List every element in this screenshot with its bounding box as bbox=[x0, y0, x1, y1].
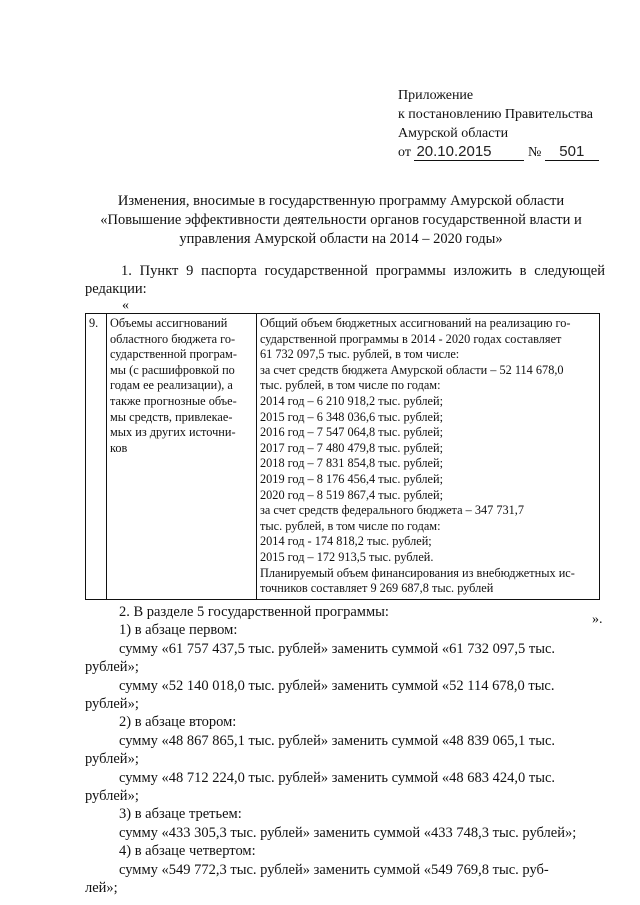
value-line: за счет средств федерального бюджета – 347 731,7 bbox=[260, 503, 525, 518]
title-line-3: управления Амурской области на 2014 – 2020 годы» bbox=[179, 231, 503, 247]
value-line: Планируемый объем финансирования из внебюджетных ис- bbox=[260, 565, 575, 580]
subsection-2: 2) в абзаце втором: bbox=[119, 714, 237, 731]
value-line: 2017 год – 7 480 479,8 тыс. рублей; bbox=[260, 440, 443, 455]
value-line: 2015 год – 172 913,5 тыс. рублей. bbox=[260, 549, 434, 564]
replace-2-line-1: сумму «52 140 018,0 тыс. рублей» заменить суммой «52 114 678,0 тыс. bbox=[119, 677, 555, 694]
value-line: 61 732 097,5 тыс. рублей, в том числе: bbox=[260, 347, 460, 362]
replace-2-line-2: рублей»; bbox=[85, 696, 139, 713]
value-line: за счет средств бюджета Амурской области – 52 114 678,0 bbox=[260, 362, 564, 377]
appendix-line-1: Приложение bbox=[398, 88, 474, 103]
replace-4-line-1: сумму «48 712 224,0 тыс. рублей» заменить суммой «48 683 424,0 тыс. bbox=[119, 769, 556, 786]
replace-1-line-2: рублей»; bbox=[85, 659, 139, 676]
label-line: мы (с расшифровкой по bbox=[110, 362, 235, 377]
label-line: мых из других источни- bbox=[110, 425, 236, 440]
value-line: тыс. рублей, в том числе по годам: bbox=[260, 378, 441, 393]
replace-4-line-2: рублей»; bbox=[85, 788, 139, 805]
item-label bbox=[107, 314, 257, 600]
item-number: 9. bbox=[86, 314, 107, 600]
appendix-date-line bbox=[398, 143, 628, 162]
replace-6-line-2: лей»; bbox=[85, 880, 118, 897]
value-line: 2018 год – 7 831 854,8 тыс. рублей; bbox=[260, 456, 443, 471]
paragraph-1: 1. Пункт 9 паспорта государственной программы изложить в следующей редакции: bbox=[85, 263, 605, 297]
passport-table bbox=[85, 313, 600, 600]
label-line: сударственной програм- bbox=[110, 347, 237, 362]
label-line: мы средств, привлекае- bbox=[110, 409, 233, 424]
replace-3-line-1: сумму «48 867 865,1 тыс. рублей» заменить суммой «48 839 065,1 тыс. bbox=[119, 732, 556, 749]
appendix-line-2: к постановлению Правительства bbox=[398, 107, 594, 122]
replace-3-line-2: рублей»; bbox=[85, 751, 139, 768]
title-line-1: Изменения, вносимые в государственную программу Амурской области bbox=[117, 193, 565, 209]
label-line: годам ее реализации), а bbox=[110, 378, 233, 393]
replace-1-line-1: сумму «61 757 437,5 тыс. рублей» заменить суммой «61 732 097,5 тыс. bbox=[119, 640, 556, 657]
subsection-1: 1) в абзаце первом: bbox=[119, 622, 238, 639]
quote-close: ». bbox=[592, 612, 603, 627]
label-line: также прогнозные объе- bbox=[110, 393, 237, 408]
value-line: тыс. рублей, в том числе по годам: bbox=[260, 518, 441, 533]
replace-5: сумму «433 305,3 тыс. рублей» заменить суммой «433 748,3 тыс. рублей»; bbox=[119, 824, 577, 841]
value-line: 2014 год – 6 210 918,2 тыс. рублей; bbox=[260, 393, 443, 408]
value-line: сударственной программы в 2014 - 2020 годах составляет bbox=[260, 331, 562, 346]
title-line-2: «Повышение эффективности деятельности органов государственной власти и bbox=[100, 212, 582, 228]
handwritten-date: 20.10.2015 bbox=[414, 144, 524, 161]
value-line: 2016 год – 7 547 064,8 тыс. рублей; bbox=[260, 425, 443, 440]
value-line: 2020 год – 8 519 867,4 тыс. рублей; bbox=[260, 487, 443, 502]
appendix-header bbox=[398, 86, 628, 162]
table-row bbox=[86, 314, 600, 600]
label-line: Объемы ассигнований bbox=[110, 316, 228, 330]
subsection-4: 4) в абзаце четвертом: bbox=[119, 843, 256, 860]
value-line: 2019 год – 8 176 456,4 тыс. рублей; bbox=[260, 471, 443, 486]
body-text bbox=[85, 603, 607, 898]
handwritten-number: 501 bbox=[545, 144, 599, 161]
document-title bbox=[80, 192, 602, 249]
value-line: точников составляет 9 269 687,8 тыс. рублей bbox=[260, 581, 494, 596]
value-line: 2015 год – 6 348 036,6 тыс. рублей; bbox=[260, 409, 443, 424]
replace-6-line-1: сумму «549 772,3 тыс. рублей» заменить суммой «549 769,8 тыс. руб- bbox=[119, 861, 549, 878]
value-line: 2014 год - 174 818,2 тыс. рублей; bbox=[260, 534, 432, 549]
label-line: ков bbox=[110, 440, 128, 455]
subsection-3: 3) в абзаце третьем: bbox=[119, 806, 242, 823]
label-line: областного бюджета го- bbox=[110, 331, 236, 346]
number-prefix: № bbox=[527, 145, 542, 160]
item-value bbox=[257, 314, 600, 600]
date-prefix: от bbox=[398, 145, 411, 160]
section-2-heading: 2. В разделе 5 государственной программы: bbox=[119, 604, 389, 620]
appendix-line-3: Амурской области bbox=[398, 126, 509, 141]
value-line: Общий объем бюджетных ассигнований на реализацию го- bbox=[260, 316, 571, 330]
quote-open: « bbox=[122, 298, 129, 313]
